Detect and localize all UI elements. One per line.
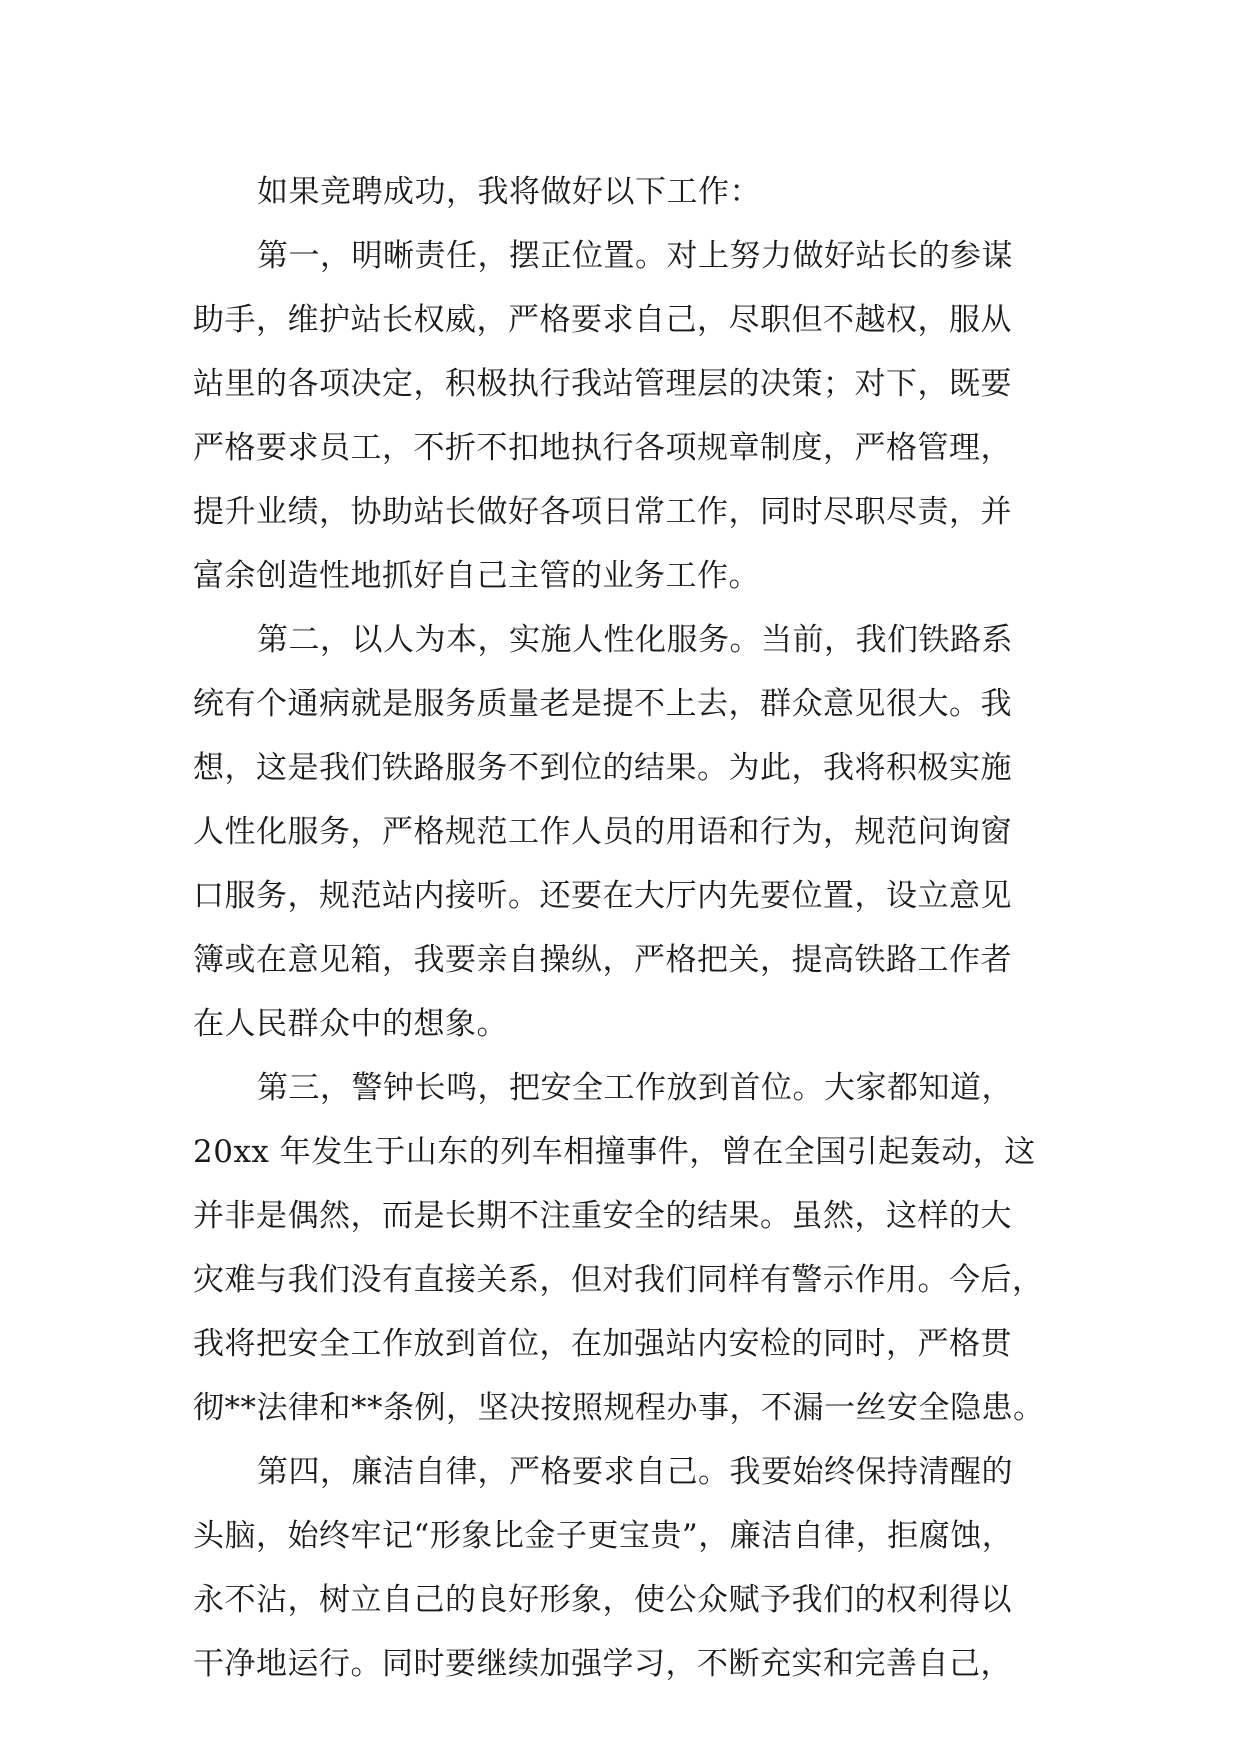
text-line: 统有个通病就是服务质量老是提不上去，群众意见很大。我 xyxy=(193,686,1012,722)
text-line: 人性化服务，严格规范工作人员的用语和行为，规范问询窗 xyxy=(193,814,1012,850)
text-line: 第四，廉洁自律，严格要求自己。我要始终保持清醒的 xyxy=(257,1454,1013,1490)
text-line: 口服务，规范站内接听。还要在大厅内先要位置，设立意见 xyxy=(193,878,1012,914)
text-line: 富余创造性地抓好自己主管的业务工作。 xyxy=(193,558,760,594)
text-line: 干净地运行。同时要继续加强学习，不断充实和完善自己， xyxy=(193,1646,1012,1682)
text-line: 彻**法律和**条例，坚决按照规程办事，不漏一丝安全隐患。 xyxy=(193,1390,1045,1426)
text-line: 第三，警钟长鸣，把安全工作放到首位。大家都知道， xyxy=(257,1070,1013,1106)
text-line: 想，这是我们铁路服务不到位的结果。为此，我将积极实施 xyxy=(193,750,1012,786)
text-line: 第一，明晰责任，摆正位置。对上努力做好站长的参谋 xyxy=(257,238,1013,274)
text-line: 站里的各项决定，积极执行我站管理层的决策；对下，既要 xyxy=(193,366,1012,402)
text-line: 头脑，始终牢记“形象比金子更宝贵”，廉洁自律，拒腐蚀， xyxy=(193,1518,1014,1554)
text-line: 如果竞聘成功，我将做好以下工作： xyxy=(257,174,761,210)
document-body xyxy=(193,160,1073,1696)
text-line: 严格要求员工，不折不扣地执行各项规章制度，严格管理， xyxy=(193,430,1012,466)
text-line: 簿或在意见箱，我要亲自操纵，严格把关，提高铁路工作者 xyxy=(193,942,1012,978)
text-line: 在人民群众中的想象。 xyxy=(193,1006,508,1042)
text-line: 20xx 年发生于山东的列车相撞事件，曾在全国引起轰动，这 xyxy=(193,1134,1036,1170)
text-line: 永不沾，树立自己的良好形象，使公众赋予我们的权利得以 xyxy=(193,1582,1012,1618)
text-line: 灾难与我们没有直接关系，但对我们同样有警示作用。今后， xyxy=(193,1262,1044,1298)
text-line: 第二，以人为本，实施人性化服务。当前，我们铁路系 xyxy=(257,622,1013,658)
text-line: 助手，维护站长权威，严格要求自己，尽职但不越权，服从 xyxy=(193,302,1012,338)
text-line: 提升业绩，协助站长做好各项日常工作，同时尽职尽责，并 xyxy=(193,494,1012,530)
text-line: 并非是偶然，而是长期不注重安全的结果。虽然，这样的大 xyxy=(193,1198,1012,1234)
text-line: 我将把安全工作放到首位，在加强站内安检的同时，严格贯 xyxy=(193,1326,1012,1362)
